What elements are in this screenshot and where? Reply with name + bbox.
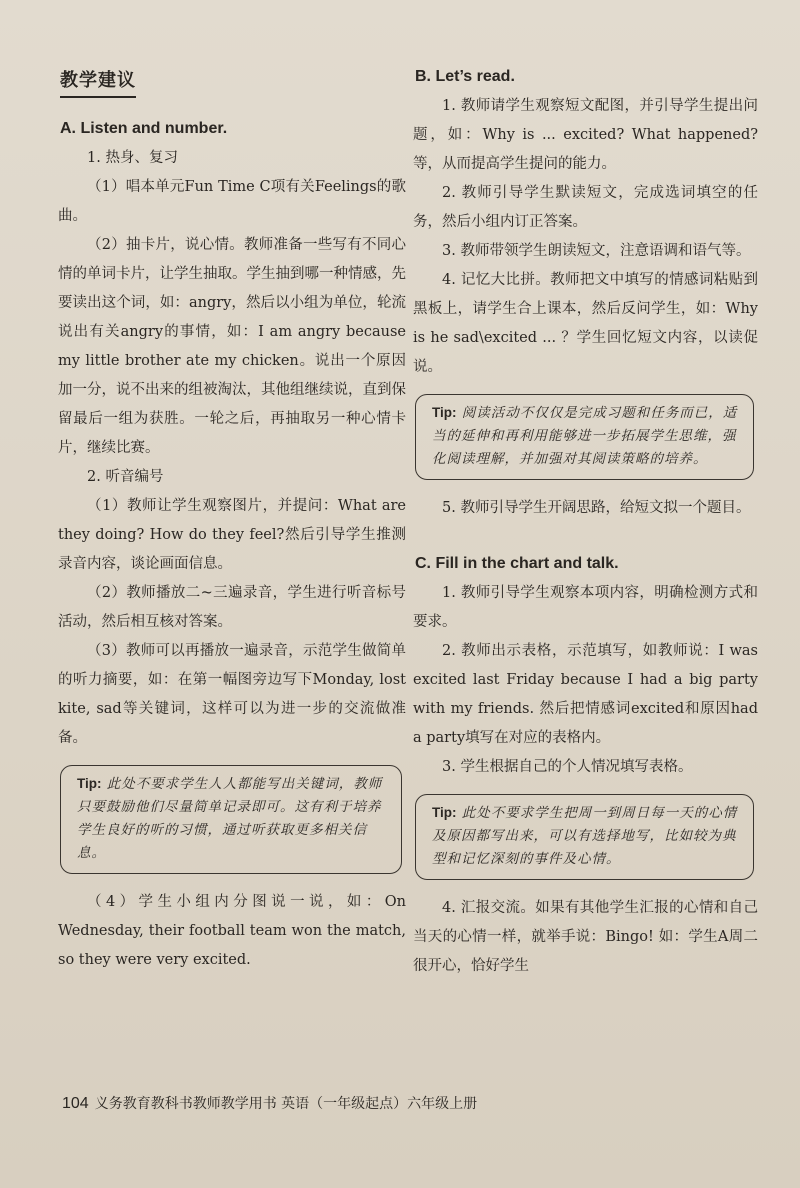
paragraph: 1. 热身、复习 (87, 150, 178, 166)
paragraph: 3. 学生根据自己的个人情况填写表格。 (442, 759, 693, 775)
paragraph: 2. 听音编号 (87, 469, 164, 485)
paragraph: （2）抽卡片，说心情。教师准备一些写有不同心情的单词卡片，让学生抽取。学生抽到哪一种情感，先要读出这个词，如：angry，然后以小组为单位，轮流说出有关angry的事情，如：I am angry because my little brother ate my chicken。说出一个原因加一分，说不出来的组被淘汰，其他组继续说，直到保留最后一组为获胜。一轮之后，再抽取另一种心情卡片，继续比赛。 (58, 237, 406, 456)
paragraph: 1. 教师引导学生观察本项内容，明确检测方式和要求。 (413, 585, 758, 630)
page-footer (62, 1093, 477, 1113)
paragraph: 5. 教师引导学生开阔思路，给短文拟一个题目。 (442, 500, 751, 516)
tip-label: Tip: (77, 776, 102, 791)
tip-box-a (60, 765, 402, 874)
paragraph: 3. 教师带领学生朗读短文，注意语调和语气等。 (442, 243, 751, 259)
page-number: 104 (62, 1095, 89, 1112)
paragraph: （1）唱本单元Fun Time C项有关Feelings的歌曲。 (58, 179, 406, 224)
paragraph: （2）教师播放二~三遍录音，学生进行听音标号活动，然后相互核对答案。 (58, 585, 406, 630)
paragraph: （3）教师可以再播放一遍录音，示范学生做简单的听力摘要，如：在第一幅图旁边写下Monday, lost kite, sad等关键词，这样可以为进一步的交流做准备。 (58, 643, 406, 746)
section-b-title: B. Let’s read. (415, 68, 515, 85)
paragraph: 2. 教师引导学生默读短文，完成选词填空的任务，然后小组内订正答案。 (413, 185, 758, 230)
tip-box-c (415, 794, 754, 880)
tip-text: 阅读活动不仅仅是完成习题和任务而已，适当的延伸和再利用能够进一步拓展学生思维，强化阅读理解，并加强对其阅读策略的培养。 (432, 405, 738, 467)
left-column (58, 58, 406, 975)
tip-text: 此处不要求学生把周一到周日每一天的心情及原因都写出来，可以有选择地写，比如较为典型和记忆深刻的事件及心情。 (432, 805, 738, 867)
paragraph: （4）学生小组内分图说一说，如：On Wednesday, their football team won the match, so they were very excited. (58, 894, 406, 968)
paragraph: 4. 汇报交流。如果有其他学生汇报的心情和自己当天的心情一样，就举手说：Bingo! 如：学生A周二很开心，恰好学生 (413, 900, 758, 974)
tip-text: 此处不要求学生人人都能写出关键词，教师只要鼓励他们尽量简单记录即可。这有利于培养学生良好的听的习惯，通过听获取更多相关信息。 (77, 776, 383, 861)
spacer (413, 523, 758, 545)
tip-box-b (415, 394, 754, 480)
section-a-body (58, 144, 406, 753)
right-column (413, 58, 758, 981)
tip-label: Tip: (432, 405, 457, 420)
section-c-title: C. Fill in the chart and talk. (415, 555, 619, 572)
section-a-title: A. Listen and number. (60, 120, 228, 137)
paragraph: 2. 教师出示表格，示范填写，如教师说：I was excited last Friday because I had a big party with my friends. 然后把情感词excited和原因had a party填写在对应的表格内。 (413, 643, 758, 746)
book-title: 义务教育教科书教师教学用书 英语（一年级起点）六年级上册 (94, 1096, 478, 1112)
paragraph: （1）教师让学生观察图片，并提问：What are they doing? How do they feel?然后引导学生推测录音内容，谈论画面信息。 (58, 498, 406, 572)
paragraph: 1. 教师请学生观察短文配图，并引导学生提出问题，如：Why is ... excited? What happened?等，从而提高学生提问的能力。 (413, 98, 758, 172)
tip-label: Tip: (432, 805, 457, 820)
paragraph: 4. 记忆大比拼。教师把文中填写的情感词粘贴到黑板上，请学生合上课本，然后反问学生，如：Why is he sad\excited ... ？学生回忆短文内容，以读促说。 (413, 272, 758, 375)
section-heading: 教学建议 (60, 66, 136, 98)
